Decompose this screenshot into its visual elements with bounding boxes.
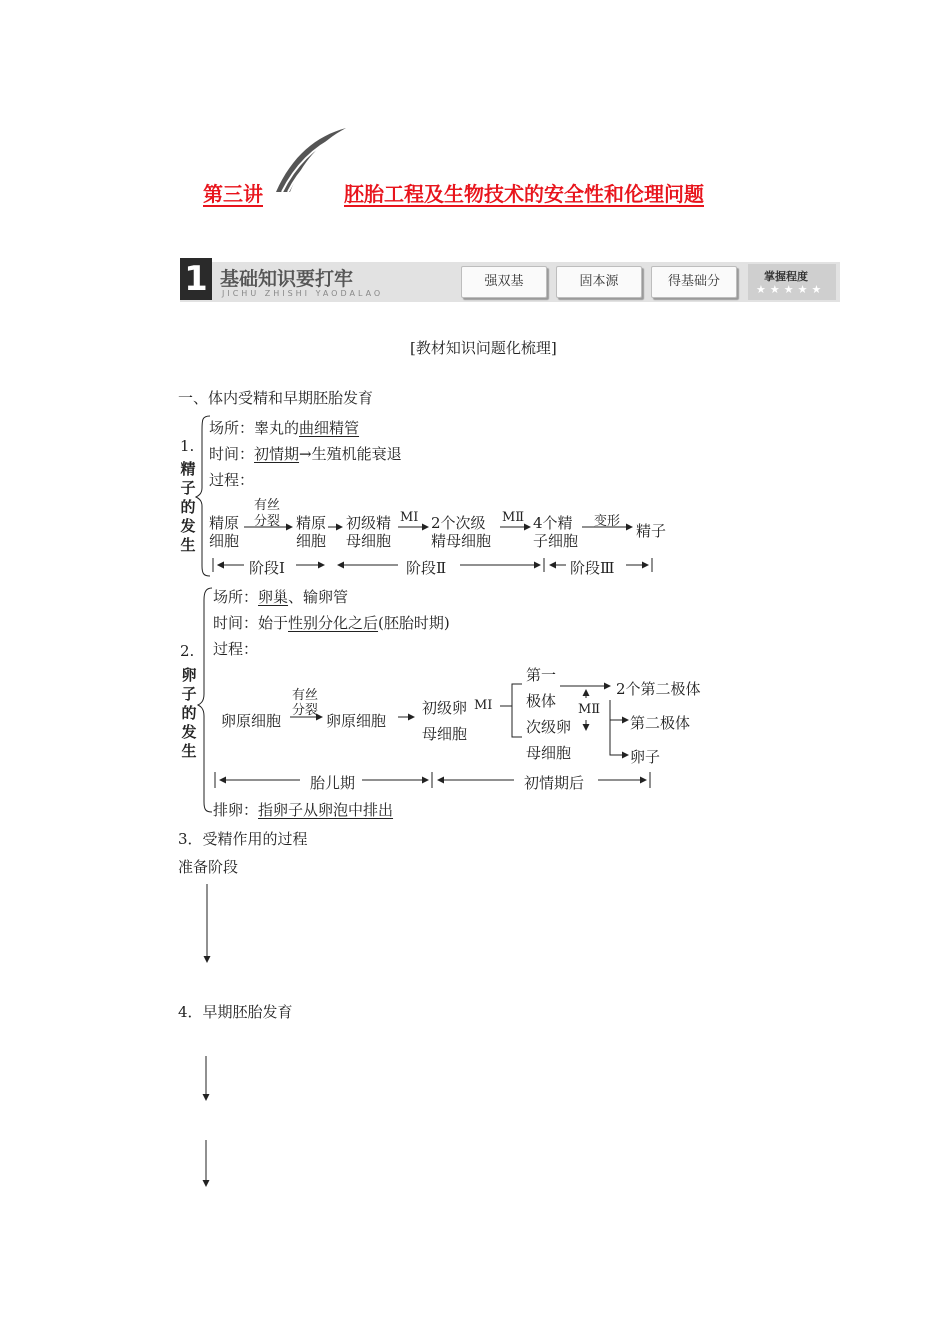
egg-phase-fetal: 胎儿期 [310,774,356,792]
tab-earn-basic-points[interactable]: 得基础分 [651,266,737,298]
sperm-stage2-a: 精原 [296,514,327,532]
lecture-number: 第三讲 [203,182,263,206]
section3-prep: 准备阶段 [178,858,239,876]
sperm-number: 1. [180,437,195,455]
sperm-stage5-b: 子细胞 [533,532,579,550]
egg-ovulation-blank: 指卵子从卵泡中排出 [258,801,394,819]
mastery-label: 掌握程度 [764,270,808,283]
egg-stage2: 卵原细胞 [326,712,387,730]
section3-heading: 3．受精作用的过程 [178,830,308,848]
sperm-stage1-b: 细胞 [209,532,240,550]
egg-phase-puberty: 初情期后 [524,774,585,792]
banner-pinyin: JICHU ZHISHI YAODALAO [222,289,384,298]
egg-stage3-a: 初级卵 [422,699,468,717]
egg-place-blank: 卵巢 [258,588,289,606]
egg-egg: 卵子 [630,748,661,766]
egg-stage3-b: 母细胞 [422,725,468,743]
banner-number: 1 [180,258,212,300]
egg-number: 2. [180,642,195,660]
sperm-stage1-a: 精原 [209,514,240,532]
sperm-stage4-b: 精母细胞 [431,532,492,550]
egg-secondary-b: 母细胞 [526,744,572,762]
egg-time-blank: 性别分化之后 [288,614,379,632]
sperm-phase3: 阶段Ⅲ [570,559,615,577]
sperm-phase2: 阶段Ⅱ [406,559,447,577]
sperm-process-label: 过程： [209,471,255,489]
sperm-stage3-a: 初级精 [346,514,392,532]
lecture-title: 胚胎工程及生物技术的安全性和伦理问题 [344,182,704,206]
tab-strengthen-basics[interactable]: 强双基 [461,266,547,298]
egg-polar1-a: 第一 [526,666,557,684]
sperm-label: 精子的发生 [180,460,196,554]
sperm-stage2-b: 细胞 [296,532,327,550]
sperm-deform: 变形 [594,514,621,529]
star-rating-icon[interactable]: ★★★★★ [756,283,826,296]
egg-ovulation: 排卵：指卵子从卵泡中排出 [213,801,394,819]
egg-process-label: 过程： [213,640,259,658]
sperm-m2: MⅡ [502,510,525,525]
egg-second-polar: 第二极体 [630,714,691,732]
egg-place: 场所：卵巢、输卵管 [213,588,349,606]
egg-time: 时间：始于性别分化之后(胚胎时期) [213,614,450,632]
egg-secondary-a: 次级卵 [526,718,572,736]
sperm-time: 时间：初情期→生殖机能衰退 [209,445,402,463]
egg-m2: MⅡ [578,702,601,717]
sperm-place-blank: 曲细精管 [299,419,360,437]
sperm-stage5-a: 4个精 [533,514,573,532]
section-subtitle: [教材知识问题化梳理] [410,339,557,357]
sperm-place: 场所：睾丸的曲细精管 [209,419,360,437]
sperm-stage6: 精子 [636,522,667,540]
sperm-mitosis-b: 分裂 [254,514,281,529]
egg-polar1-b: 极体 [526,692,557,710]
banner-title: 基础知识要打牢 [220,268,354,290]
tab-consolidate-roots[interactable]: 固本源 [556,266,642,298]
section1-heading: 一、体内受精和早期胚胎发育 [178,389,374,407]
egg-mitosis-a: 有丝 [292,688,319,703]
sperm-m1: MⅠ [400,510,419,525]
egg-label: 卵子的发生 [181,666,197,760]
sperm-stage4-a: 2个次级 [431,514,486,532]
sperm-stage3-b: 母细胞 [346,532,392,550]
section4-heading: 4．早期胚胎发育 [178,1003,293,1021]
egg-polar2: 2个第二极体 [616,680,701,698]
sperm-time-blank: 初情期 [254,445,300,463]
sperm-mitosis-a: 有丝 [254,498,281,513]
egg-mitosis-b: 分裂 [292,703,319,718]
egg-stage1: 卵原细胞 [221,712,282,730]
egg-m1: MⅠ [474,698,493,713]
sperm-phase1: 阶段Ⅰ [249,559,285,577]
